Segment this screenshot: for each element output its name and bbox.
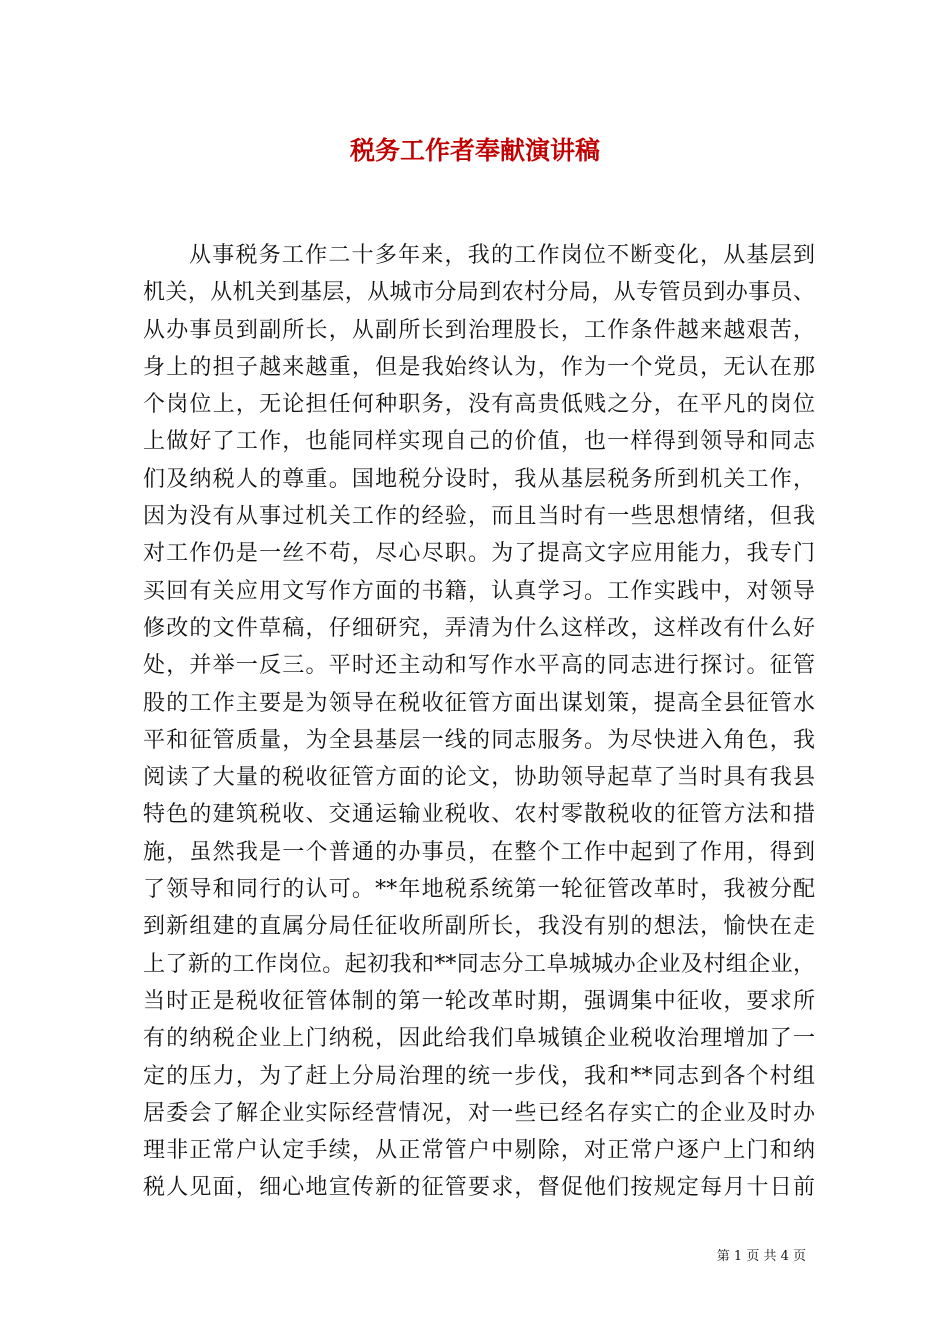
page-number-footer: 第 1 页 共 4 页 <box>716 1249 806 1264</box>
paragraph-line: 上了新的工作岗位。起初我和**同志分工阜城城办企业及村组企业， <box>143 951 815 977</box>
paragraph-line: 了领导和同行的认可。**年地税系统第一轮征管改革时，我被分配 <box>143 877 815 903</box>
paragraph-line: 从办事员到副所长，从副所长到治理股长，工作条件越来越艰苦， <box>143 317 815 343</box>
document-body <box>143 237 815 1207</box>
paragraph-line: 税人见面，细心地宣传新的征管要求，督促他们按规定每月十日前 <box>143 1175 815 1201</box>
paragraph-line: 有的纳税企业上门纳税，因此给我们阜城镇企业税收治理增加了一 <box>143 1026 815 1052</box>
paragraph-line: 理非正常户认定手续，从正常管户中剔除，对正常户逐户上门和纳 <box>143 1138 815 1164</box>
paragraph-line: 居委会了解企业实际经营情况，对一些已经名存实亡的企业及时办 <box>143 1100 815 1126</box>
paragraph-line: 定的压力，为了赶上分局治理的统一步伐，我和**同志到各个村组 <box>143 1063 815 1089</box>
paragraph-line: 阅读了大量的税收征管方面的论文，协助领导起草了当时具有我县 <box>143 765 815 791</box>
paragraph-line: 买回有关应用文写作方面的书籍，认真学习。工作实践中，对领导 <box>143 578 815 604</box>
paragraph-line: 们及纳税人的尊重。国地税分设时，我从基层税务所到机关工作， <box>143 466 815 492</box>
paragraph-line: 特色的建筑税收、交通运输业税收、农村零散税收的征管方法和措 <box>143 802 815 828</box>
paragraph-line: 身上的担子越来越重，但是我始终认为，作为一个党员，无认在那 <box>143 354 815 380</box>
paragraph-line: 当时正是税收征管体制的第一轮改革时期，强调集中征收，要求所 <box>143 988 815 1014</box>
paragraph-line: 施，虽然我是一个普通的办事员，在整个工作中起到了作用，得到 <box>143 839 815 865</box>
paragraph-line: 股的工作主要是为领导在税收征管方面出谋划策，提高全县征管水 <box>143 690 815 716</box>
paragraph-line: 机关，从机关到基层，从城市分局到农村分局，从专管员到办事员、 <box>143 280 815 306</box>
paragraph-line: 处，并举一反三。平时还主动和写作水平高的同志进行探讨。征管 <box>143 653 815 679</box>
paragraph-line: 从事税务工作二十多年来，我的工作岗位不断变化，从基层到 <box>189 243 815 268</box>
paragraph-line: 上做好了工作，也能同样实现自己的价值，也一样得到领导和同志 <box>143 429 815 455</box>
paragraph-line: 修改的文件草稿，仔细研究，弄清为什么这样改，这样改有什么好 <box>143 615 815 641</box>
paragraph-line: 因为没有从事过机关工作的经验，而且当时有一些思想情绪，但我 <box>143 504 815 530</box>
paragraph-line: 平和征管质量，为全县基层一线的同志服务。为尽快进入角色，我 <box>143 727 815 753</box>
document-title: 税务工作者奉献演讲稿 <box>349 136 600 165</box>
paragraph-line: 个岗位上，无论担任何种职务，没有高贵低贱之分，在平凡的岗位 <box>143 392 815 418</box>
paragraph-line: 到新组建的直属分局任征收所副所长，我没有别的想法，愉快在走 <box>143 914 815 940</box>
paragraph-line: 对工作仍是一丝不苟，尽心尽职。为了提高文字应用能力，我专门 <box>143 541 815 567</box>
